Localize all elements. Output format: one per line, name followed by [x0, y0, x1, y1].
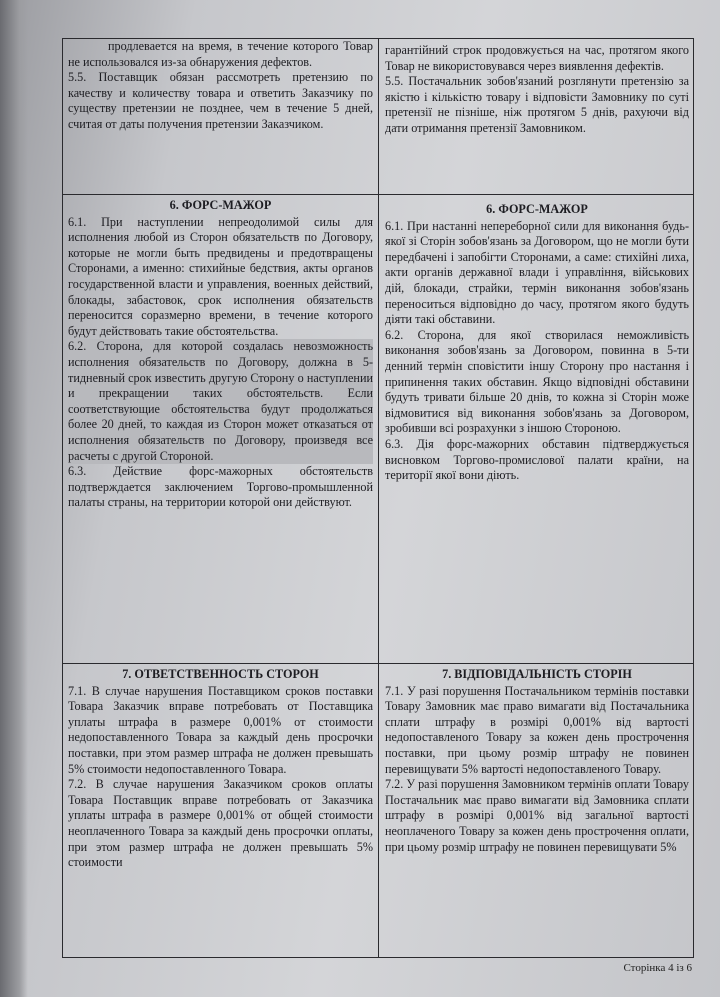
section7-ua-p1: 7.1. У разі порушення Постачальником термінів поставки Товару Замовник має право вимагати від Постачальника сплати штрафу в розмірі 0,001% від вартості недопоставленого Товару за кожен день прострочення поставки, при цьому розмір штрафу не повинен перевищувати 5% вартості недопоставленого Товару. [385, 683, 689, 776]
section6-ua-p1: 6.1. При настанні непереборної сили для виконання будь-якої зі Сторін зобов'язань за Договором, що не могли бути передбачені і запобігти Сторонами, а саме: стихійні лиха, акти органів державної влади і управління, військових дій, блокади, страйки, термін виконання зобов'язань переноситься відповідно до часу, протягом якого будуть діяти такі обставини. [385, 218, 689, 327]
section7-ru-p1: 7.1. В случае нарушения Поставщиком сроков поставки Товара Заказчик вправе потребовать от Поставщика уплаты штрафа в размере 0,001% от стоимости недопоставленного Товара за каждый день просрочки поставки, при этом размер штрафа не должен превышать 5% стоимости недопоставленного Товара. [68, 683, 373, 776]
section7-ru-title: 7. ОТВЕТСТВЕННОСТЬ СТОРОН [122, 667, 319, 681]
section6-ua-title: 6. ФОРС-МАЖОР [486, 202, 588, 216]
section7-ru-p2: 7.2. В случае нарушения Заказчиком сроков оплаты Товара Поставщик вправе потребовать от Заказчика уплаты штрафа в размере 0,001% от общей стоимости неоплаченного Товара за каждый день просрочки оплаты, при этом размер штрафа не должен превышать 5% стоимости [68, 777, 373, 870]
section6-ru-p3: 6.3. Действие форс-мажорных обстоятельств подтверждается заключением Торгово-промышленной палаты страны, на территории которой они действуют. [68, 464, 373, 510]
section5-ua-p1: гарантійний строк продовжується на час, протягом якого Товар не використовувався через виявлення дефектів. [385, 43, 689, 73]
section7-ru-cell [63, 667, 378, 871]
contract-table [62, 38, 694, 958]
section6-ru-cell [63, 198, 378, 511]
section5-ru-p1: продлевается на время, в течение которого Товар не использовался из-за обнаружения дефектов. [68, 39, 373, 69]
section7-ua-title: 7. ВІДПОВІДАЛЬНІСТЬ СТОРІН [442, 667, 632, 681]
page-number: Сторінка 4 із 6 [623, 962, 692, 974]
section7-ua-p2: 7.2. У разі порушення Замовником термінів оплати Товару Постачальник має право вимагати від Замовника сплати штрафу в розмірі 0,001% від загальної вартості неоплаченого Товару за кожен день прострочення оплати, при цьому розмір штрафу не повинен перевищувати 5% [385, 777, 689, 854]
section5-ua-p2: 5.5. Постачальник зобов'язаний розглянути претензію за якістю і кількістю товару і відповісти Замовнику по суті претензії не пізніше, ніж протягом 5 днів, рахуючи від дати отримання претензії Замовником. [385, 74, 689, 135]
section6-ua-cell [380, 202, 694, 484]
section5-ua-cell [380, 43, 694, 137]
section6-ru-p1: 6.1. При наступлении непреодолимой силы для исполнения любой из Сторон обязательств по Договору, которые не могли быть предвидены и предотвращены Сторонами, а именно: стихийные бедствия, акты органов государственной власти и управления, военных действий, блокады, забастовок, срок исполнения обязательств переносится соразмерно времени, в течение которого будут действовать такие обстоятельства. [68, 214, 373, 338]
binder-edge [0, 0, 28, 997]
row-divider-6-7 [63, 663, 693, 664]
column-divider [378, 39, 379, 957]
section6-ru-p2: 6.2. Сторона, для которой создалась невозможность исполнения обязательств по Договору, должна в 5-тидневный срок известить другую Сторону о наступлении и прекращении таких обстоятельств. Если соответствующие обстоятельства будут продолжаться более 20 дней, то каждая из Сторон может отказаться от исполнения обязательств по Договору, произведя все расчеты с другой Стороной. [68, 339, 373, 463]
section5-ru-p2: 5.5. Поставщик обязан рассмотреть претензию по качеству и количеству товара и ответить Заказчику по существу претензии не позднее, чем в течение 5 дней, считая от даты получения претензии Заказчиком. [68, 70, 373, 131]
section6-ua-p2: 6.2. Сторона, для якої створилася неможливість виконання зобов'язань за Договором, повинна в 5-ти денний термін сповістити іншу Сторону про настання і припинення таких обставин. Якщо відповідні обставини будуть тривати більше 20 днів, то кожна зі Сторін може відмовитися від виконання зобов'язань за Договором, зробивши всі розрахунки з іншою Стороною. [385, 327, 689, 436]
section5-ru-cell [63, 39, 378, 133]
section7-ua-cell [380, 667, 694, 855]
section6-ua-p3: 6.3. Дія форс-мажорних обставин підтверджується висновком Торгово-промислової палати країни, на території якої вони діють. [385, 436, 689, 483]
section6-ru-title: 6. ФОРС-МАЖОР [169, 198, 272, 212]
row-divider-5-6 [63, 194, 693, 195]
